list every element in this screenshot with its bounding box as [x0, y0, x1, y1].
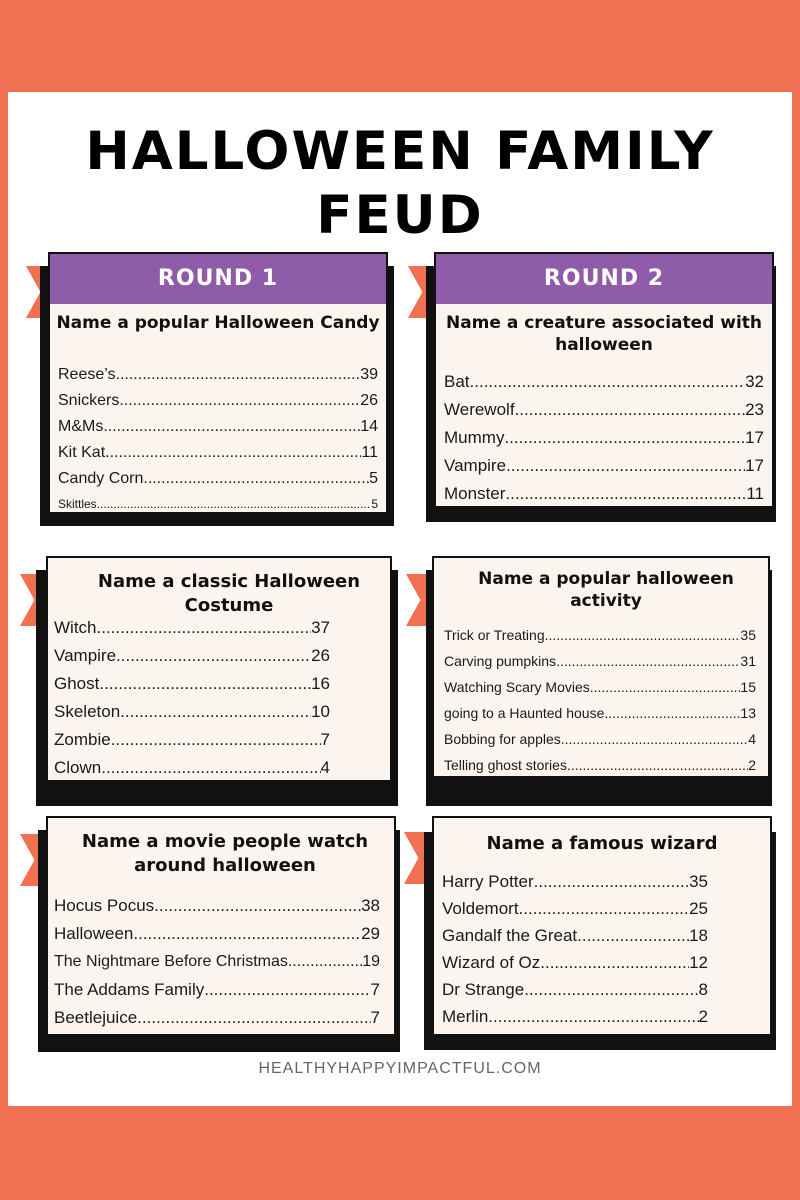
leader-dots [604, 700, 740, 726]
answer-points: 38 [361, 896, 380, 915]
answer-points: 31 [740, 653, 756, 669]
answer-label: Wizard of Oz [442, 953, 541, 972]
list-item [444, 752, 756, 778]
list-item [444, 452, 764, 480]
page-title [8, 120, 792, 248]
answer-label: Skeleton [54, 702, 121, 721]
list-item [444, 674, 756, 700]
leader-dots [116, 362, 361, 388]
answer-points: 12 [689, 953, 708, 972]
answer-points: 17 [745, 456, 764, 475]
card-movie [20, 816, 402, 1054]
answer-label: M&Ms [58, 418, 104, 435]
list-item [54, 698, 330, 726]
answer-list [58, 362, 378, 516]
leader-dots [97, 614, 312, 642]
answer-label: Hocus Pocus [54, 896, 155, 915]
answer-label: Bobbing for apples [444, 731, 561, 747]
card-costume [20, 554, 402, 814]
title-line-1: HALLOWEEN FAMILY [85, 121, 715, 182]
card-box [48, 252, 388, 514]
answer-label: Trick or Treating [444, 627, 545, 643]
list-item [444, 622, 756, 648]
leader-dots [103, 414, 360, 440]
card-box [432, 816, 772, 1036]
leader-dots [590, 674, 741, 700]
answer-label: Gandalf the Great [442, 926, 578, 945]
leader-dots [505, 480, 746, 508]
answer-label: The Nightmare Before Christmas [54, 953, 288, 970]
list-item [54, 920, 380, 948]
leader-dots [545, 622, 741, 648]
leader-dots [504, 424, 745, 452]
answer-label: Werewolf [444, 400, 515, 419]
answer-label: Watching Scary Movies [444, 679, 590, 695]
answer-points: 25 [689, 899, 708, 918]
leader-dots [540, 949, 689, 976]
leader-dots [119, 388, 360, 414]
answer-points: 11 [361, 444, 378, 461]
list-item [54, 948, 380, 976]
answer-points: 5 [369, 470, 378, 487]
answer-label: Ghost [54, 674, 100, 693]
answer-points: 16 [311, 674, 330, 693]
answer-list [442, 868, 708, 1030]
list-item [58, 388, 378, 414]
leader-dots [99, 670, 311, 698]
answer-points: 7 [370, 1008, 380, 1027]
list-item [54, 726, 330, 754]
question: Name a classic Halloween Costume [97, 571, 361, 616]
leader-dots [204, 976, 370, 1004]
list-item [54, 1004, 380, 1032]
leader-dots [519, 895, 690, 922]
answer-points: 32 [745, 372, 764, 391]
answer-points: 5 [371, 497, 378, 511]
question: Name a famous wizard [486, 833, 718, 854]
answer-label: Vampire [54, 646, 117, 665]
card-round-2 [408, 250, 780, 528]
answer-points: 2 [748, 757, 756, 773]
leader-dots [577, 922, 689, 949]
list-item [54, 754, 330, 782]
question: Name a creature associated with halloween [445, 313, 763, 355]
list-item [442, 949, 708, 976]
list-item [58, 362, 378, 388]
answer-label: Carving pumpkins [444, 653, 557, 669]
leader-dots [111, 726, 321, 754]
list-item [444, 368, 764, 396]
list-item [444, 396, 764, 424]
answer-points: 39 [360, 366, 378, 383]
card-box [434, 252, 774, 508]
leader-dots [143, 466, 369, 492]
answer-list [54, 892, 380, 1032]
answer-points: 7 [320, 730, 330, 749]
answer-label: Candy Corn [58, 470, 144, 487]
answer-list [444, 622, 756, 778]
card-box [46, 816, 396, 1036]
answer-label: Witch [54, 618, 97, 637]
leader-dots [97, 492, 372, 516]
answer-list [54, 614, 330, 782]
list-item [444, 700, 756, 726]
answer-points: 23 [745, 400, 764, 419]
answer-points: 4 [748, 731, 756, 747]
leader-dots [524, 976, 698, 1003]
answer-label: Snickers [58, 392, 120, 409]
leader-dots [105, 440, 361, 466]
answer-points: 29 [361, 924, 380, 943]
answer-points: 17 [745, 428, 764, 447]
leader-dots [561, 726, 748, 752]
site-url: HEALTHYHAPPYIMPACTFUL.COM [258, 1060, 542, 1077]
list-item [442, 868, 708, 895]
answer-points: 15 [740, 679, 756, 695]
answer-points: 26 [311, 646, 330, 665]
answer-points: 2 [698, 1007, 708, 1026]
leader-dots [534, 868, 689, 895]
answer-label: going to a Haunted house [444, 705, 605, 721]
answer-label: Merlin [442, 1007, 489, 1026]
answer-points: 35 [740, 627, 756, 643]
answer-points: 26 [360, 392, 378, 409]
answer-points: 35 [689, 872, 708, 891]
answer-points: 18 [689, 926, 708, 945]
answer-label: Monster [444, 484, 506, 503]
leader-dots [101, 754, 320, 782]
leader-dots [288, 948, 362, 976]
answer-points: 10 [311, 702, 330, 721]
answer-label: Halloween [54, 924, 134, 943]
list-item [54, 670, 330, 698]
list-item [444, 480, 764, 508]
list-item [54, 614, 330, 642]
leader-dots [567, 752, 748, 778]
question: Name a popular halloween activity [478, 569, 734, 611]
answer-label: Harry Potter [442, 872, 534, 891]
card-wizard [404, 816, 782, 1054]
list-item [442, 922, 708, 949]
question: Name a movie people watch around halloween [81, 831, 369, 876]
card-round-1 [26, 250, 396, 528]
answer-label: The Addams Family [54, 980, 205, 999]
answer-points: 7 [370, 980, 380, 999]
leader-dots [137, 1004, 370, 1032]
answer-points: 8 [698, 980, 708, 999]
worksheet [8, 92, 792, 1106]
answer-label: Kit Kat [58, 444, 106, 461]
round-label: ROUND 2 [436, 254, 772, 304]
leader-dots [154, 892, 361, 920]
leader-dots [133, 920, 361, 948]
answer-label: Voldemort [442, 899, 519, 918]
leader-dots [515, 396, 746, 424]
list-item [58, 414, 378, 440]
list-item [54, 976, 380, 1004]
card-box [46, 556, 392, 782]
answer-label: Mummy [444, 428, 505, 447]
list-item [444, 424, 764, 452]
title-line-2: FEUD [316, 185, 484, 246]
answer-points: 4 [320, 758, 330, 777]
list-item [444, 726, 756, 752]
answer-label: Beetlejuice [54, 1008, 138, 1027]
answer-points: 19 [362, 953, 380, 970]
answer-label: Telling ghost stories [444, 757, 567, 773]
card-activity [406, 554, 782, 814]
leader-dots [116, 642, 311, 670]
list-item [58, 440, 378, 466]
list-item [442, 1003, 708, 1030]
list-item [442, 976, 708, 1003]
list-item [58, 492, 378, 516]
leader-dots [120, 698, 311, 726]
answer-list [444, 368, 764, 508]
list-item [58, 466, 378, 492]
answer-label: Reese’s [58, 366, 116, 383]
list-item [442, 895, 708, 922]
list-item [54, 892, 380, 920]
leader-dots [470, 368, 746, 396]
answer-label: Zombie [54, 730, 111, 749]
leader-dots [488, 1003, 698, 1030]
answer-label: Skittles [58, 497, 97, 511]
answer-points: 13 [740, 705, 756, 721]
leader-dots [556, 648, 740, 674]
answer-points: 14 [360, 418, 378, 435]
card-box [432, 556, 770, 778]
leader-dots [506, 452, 745, 480]
question: Name a popular Halloween Candy [56, 313, 380, 333]
answer-points: 37 [311, 618, 330, 637]
list-item [54, 642, 330, 670]
answer-label: Dr Strange [442, 980, 525, 999]
round-label: ROUND 1 [50, 254, 386, 304]
list-item [444, 648, 756, 674]
answer-label: Clown [54, 758, 102, 777]
answer-label: Vampire [444, 456, 507, 475]
answer-label: Bat [444, 372, 470, 391]
answer-points: 11 [746, 484, 764, 503]
